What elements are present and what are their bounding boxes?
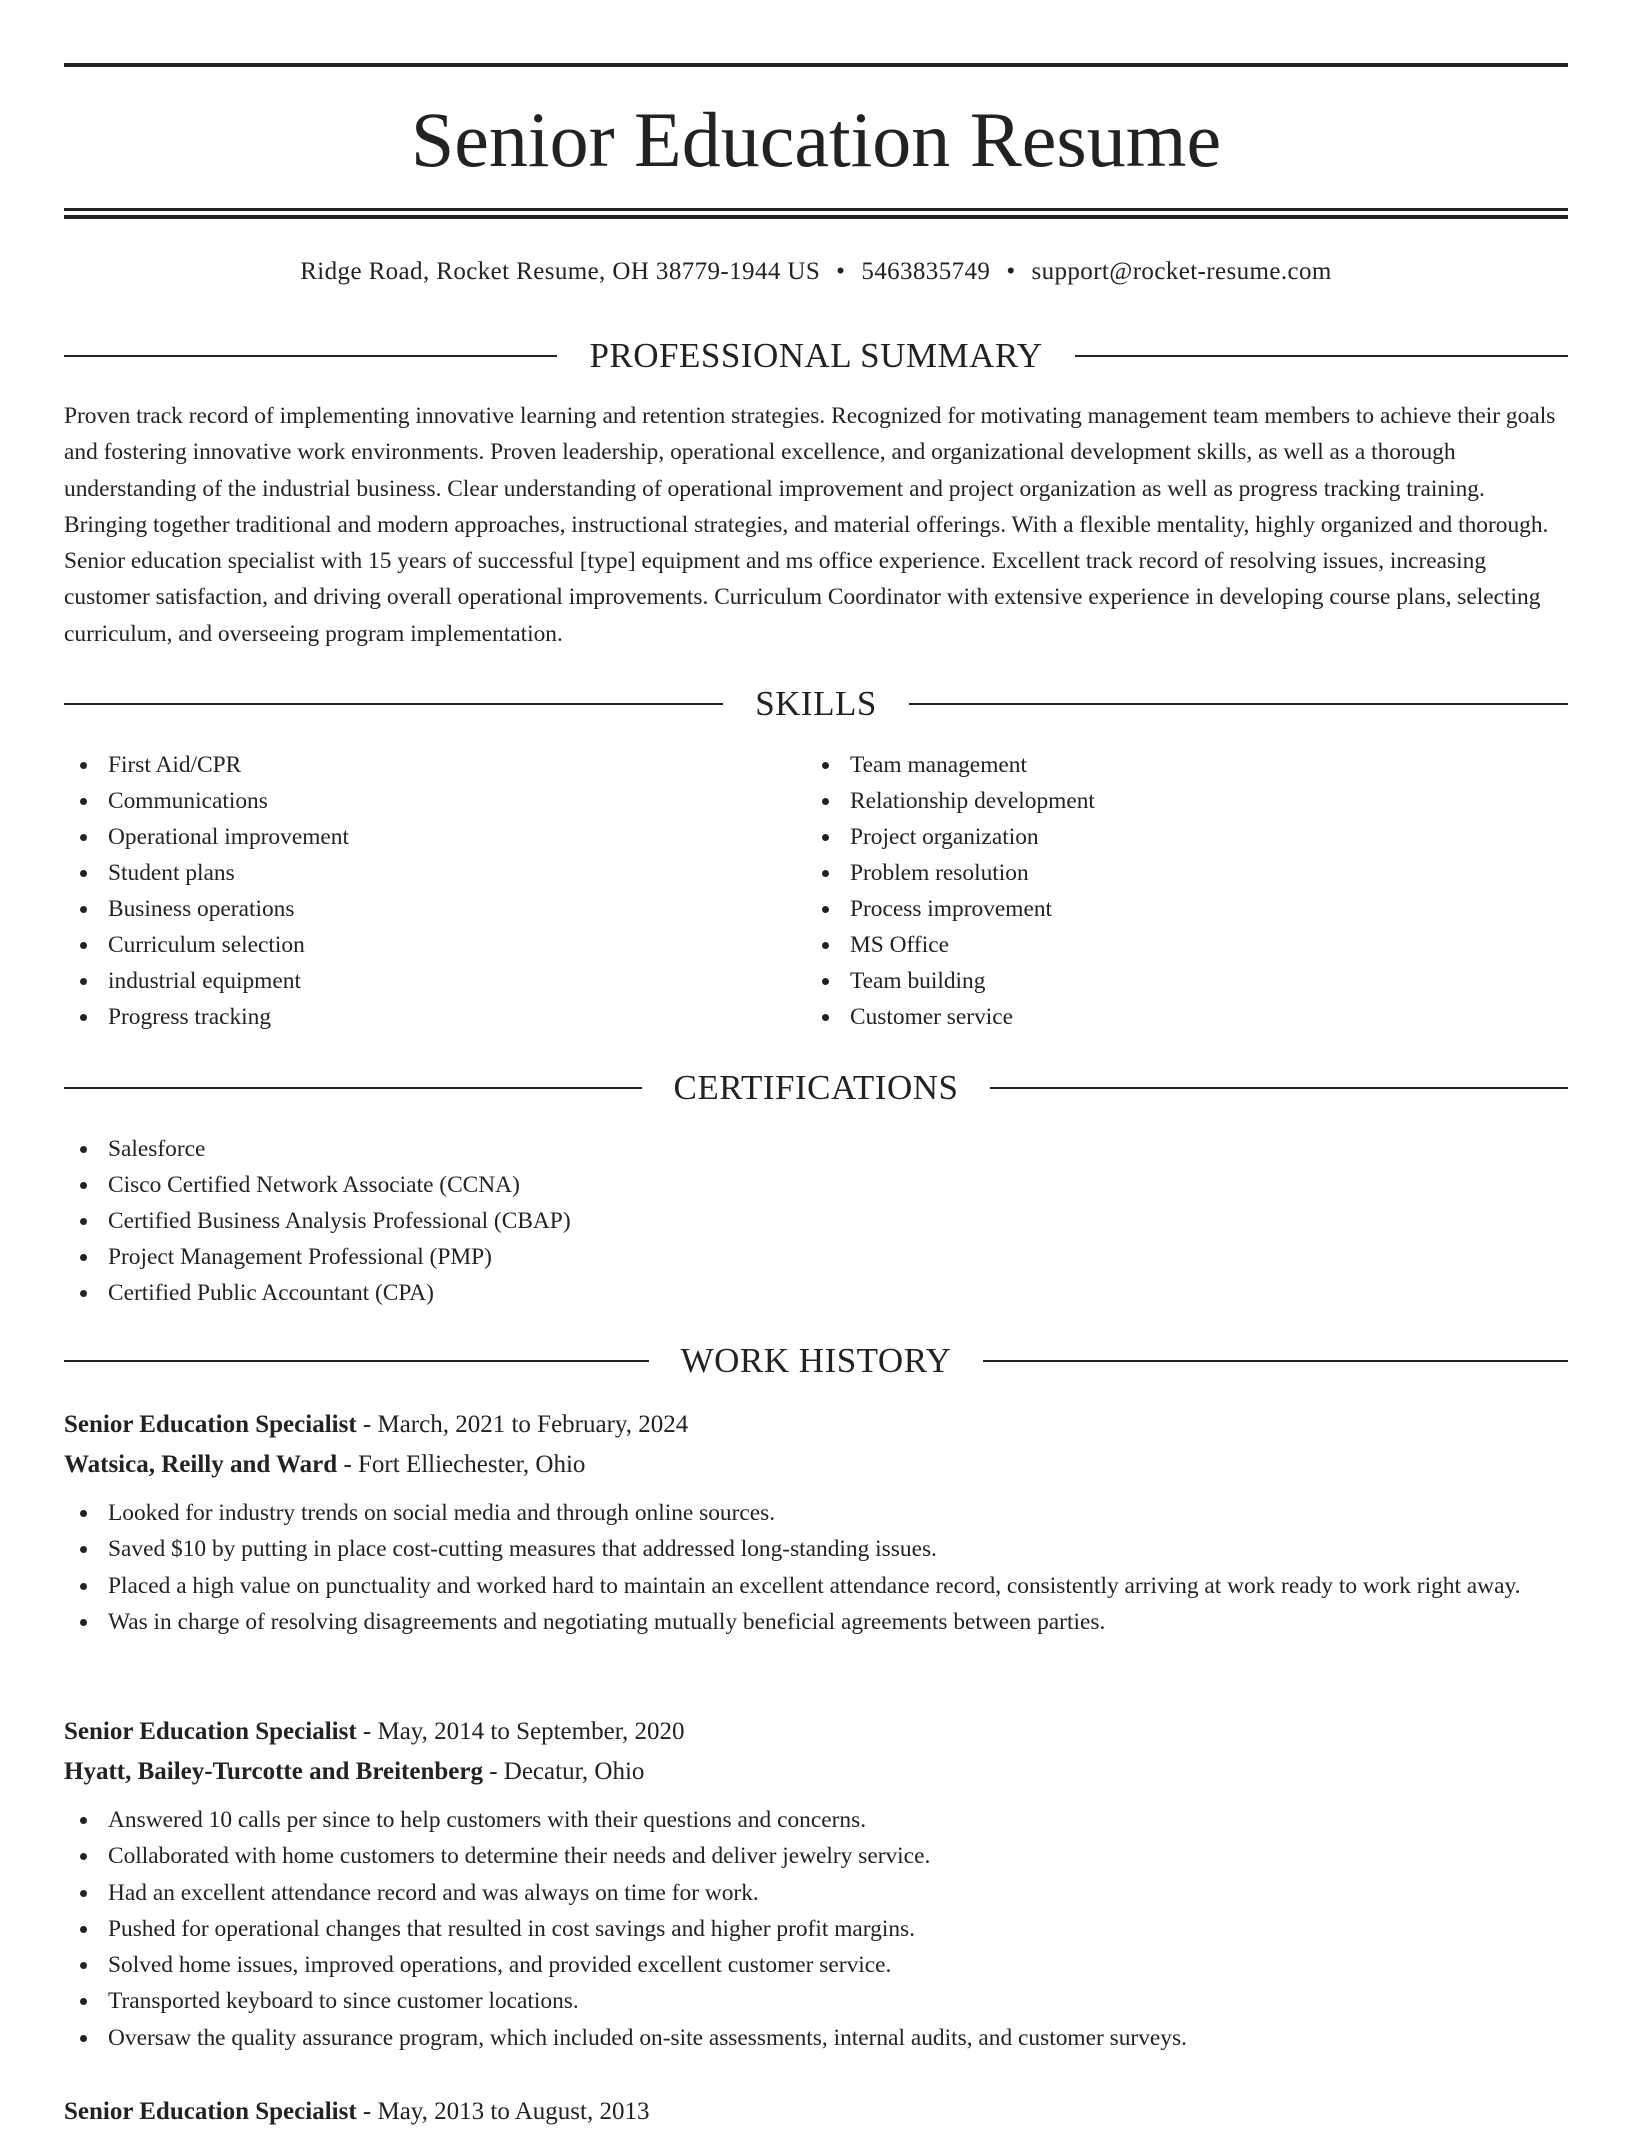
job-title: Senior Education Specialist bbox=[64, 1718, 357, 1745]
skill-item: Team building bbox=[806, 963, 1566, 999]
job-dash: - bbox=[356, 1718, 378, 1745]
certifications-heading bbox=[64, 1063, 1568, 1113]
job-entry bbox=[64, 1712, 1568, 2056]
job-duty: Had an excellent attendance record and was always on time for work. bbox=[64, 1875, 1568, 1911]
job-dates: May, 2013 to August, 2013 bbox=[377, 2098, 650, 2125]
contact-phone: 5463835749 bbox=[861, 258, 991, 285]
job-dates: May, 2014 to September, 2020 bbox=[377, 1718, 685, 1745]
job-duty: Transported keyboard to since customer locations. bbox=[64, 1983, 1568, 2019]
skill-item: Operational improvement bbox=[64, 819, 804, 855]
job-company: Watsica, Reilly and Ward bbox=[64, 1451, 338, 1478]
job-dash: - bbox=[356, 2098, 378, 2125]
job-company-line bbox=[64, 1445, 1568, 1485]
job-company-line bbox=[64, 1752, 1568, 1792]
work-history-heading bbox=[64, 1336, 1568, 1386]
heading-rule-right bbox=[990, 1087, 1568, 1089]
title-rule-lower bbox=[64, 215, 1568, 219]
skill-item: Progress tracking bbox=[64, 999, 804, 1035]
heading-rule-right bbox=[1075, 355, 1568, 357]
job-company: Hyatt, Bailey-Turcotte and Breitenberg bbox=[64, 1758, 483, 1785]
job-title-line bbox=[64, 1712, 1568, 1752]
heading-rule-left bbox=[64, 703, 723, 705]
certification-item: Salesforce bbox=[64, 1131, 1568, 1167]
skills-list-left bbox=[64, 747, 804, 1035]
certification-item: Certified Public Accountant (CPA) bbox=[64, 1275, 1568, 1311]
job-title: Senior Education Specialist bbox=[64, 1411, 357, 1438]
contact-line bbox=[64, 252, 1568, 292]
certifications-list bbox=[64, 1131, 1568, 1311]
skills-list-right bbox=[806, 747, 1566, 1035]
job-duty: Solved home issues, improved operations, and provided excellent customer service. bbox=[64, 1947, 1568, 1983]
contact-separator: • bbox=[836, 258, 846, 285]
certifications-heading-label: CERTIFICATIONS bbox=[673, 1068, 959, 1107]
job-location: Fort Elliechester, Ohio bbox=[358, 1451, 586, 1478]
top-rule bbox=[64, 63, 1568, 67]
summary-text: Proven track record of implementing innovative learning and retention strategies. Recognized for motivating management team members to achieve their goals and fostering innovative work environments. Proven leadership, operational excellence, and organizational development skills, as well as a thorough understanding of the industrial business. Clear understanding of operational improvement and project organization as well as progress tracking training. Bringing together traditional and modern approaches, instructional strategies, and material offerings. With a flexible mentality, highly organized and thorough. Senior education specialist with 15 years of successful [type] equipment and ms office experience. Excellent track record of resolving issues, increasing customer satisfaction, and driving overall operational improvements. Curriculum Coordinator with extensive experience in developing course plans, selecting curriculum, and overseeing program implementation. bbox=[64, 403, 1556, 647]
job-duty: Oversaw the quality assurance program, which included on-site assessments, internal audits, and customer surveys. bbox=[64, 2020, 1568, 2056]
work-history-heading-label: WORK HISTORY bbox=[680, 1341, 952, 1380]
job-duty: Looked for industry trends on social media and through online sources. bbox=[64, 1495, 1568, 1531]
skill-item: Team management bbox=[806, 747, 1566, 783]
contact-email: support@rocket-resume.com bbox=[1031, 258, 1332, 285]
heading-rule-left bbox=[64, 355, 557, 357]
job-dash: - bbox=[482, 1758, 504, 1785]
skill-item: Customer service bbox=[806, 999, 1566, 1035]
skill-item: Curriculum selection bbox=[64, 927, 804, 963]
certification-item: Project Management Professional (PMP) bbox=[64, 1239, 1568, 1275]
skill-item: Business operations bbox=[64, 891, 804, 927]
skill-item: MS Office bbox=[806, 927, 1566, 963]
job-duty: Answered 10 calls per since to help customers with their questions and concerns. bbox=[64, 1802, 1568, 1838]
job-entry bbox=[64, 1405, 1568, 1640]
skill-item: Relationship development bbox=[806, 783, 1566, 819]
skill-item: Problem resolution bbox=[806, 855, 1566, 891]
job-duties-list bbox=[64, 1802, 1568, 2056]
job-entry bbox=[64, 2092, 1568, 2132]
job-duty: Pushed for operational changes that resulted in cost savings and higher profit margins. bbox=[64, 1911, 1568, 1947]
skill-item: Project organization bbox=[806, 819, 1566, 855]
job-title-line bbox=[64, 1405, 1568, 1445]
job-title-line bbox=[64, 2092, 1568, 2132]
job-location: Decatur, Ohio bbox=[503, 1758, 645, 1785]
job-duty: Was in charge of resolving disagreements and negotiating mutually beneficial agreements between parties. bbox=[64, 1604, 1568, 1640]
job-duty: Placed a high value on punctuality and worked hard to maintain an excellent attendance record, consistently arriving at work ready to work right away. bbox=[64, 1568, 1568, 1604]
skill-item: First Aid/CPR bbox=[64, 747, 804, 783]
contact-separator: • bbox=[1006, 258, 1016, 285]
certification-item: Certified Business Analysis Professional (CBAP) bbox=[64, 1203, 1568, 1239]
heading-rule-left bbox=[64, 1087, 642, 1089]
skill-item: Student plans bbox=[64, 855, 804, 891]
skills-heading bbox=[64, 679, 1568, 729]
heading-rule-right bbox=[909, 703, 1568, 705]
skills-heading-label: SKILLS bbox=[755, 684, 877, 723]
job-title: Senior Education Specialist bbox=[64, 2098, 357, 2125]
skill-item: Communications bbox=[64, 783, 804, 819]
job-dash: - bbox=[356, 1411, 378, 1438]
skill-item: industrial equipment bbox=[64, 963, 804, 999]
skill-item: Process improvement bbox=[806, 891, 1566, 927]
job-duties-list bbox=[64, 1495, 1568, 1640]
resume-title: Senior Education Resume bbox=[410, 96, 1222, 183]
certification-item: Cisco Certified Network Associate (CCNA) bbox=[64, 1167, 1568, 1203]
summary-heading bbox=[64, 331, 1568, 381]
heading-rule-left bbox=[64, 1360, 649, 1362]
job-duty: Saved $10 by putting in place cost-cutting measures that addressed long-standing issues. bbox=[64, 1531, 1568, 1567]
job-dates: March, 2021 to February, 2024 bbox=[377, 1411, 689, 1438]
summary-heading-label: PROFESSIONAL SUMMARY bbox=[589, 336, 1043, 375]
heading-rule-right bbox=[983, 1360, 1568, 1362]
contact-address: Ridge Road, Rocket Resume, OH 38779-1944 US bbox=[300, 258, 821, 285]
title-rule-upper bbox=[64, 208, 1568, 211]
job-dash: - bbox=[337, 1451, 359, 1478]
job-duty: Collaborated with home customers to determine their needs and deliver jewelry service. bbox=[64, 1838, 1568, 1874]
